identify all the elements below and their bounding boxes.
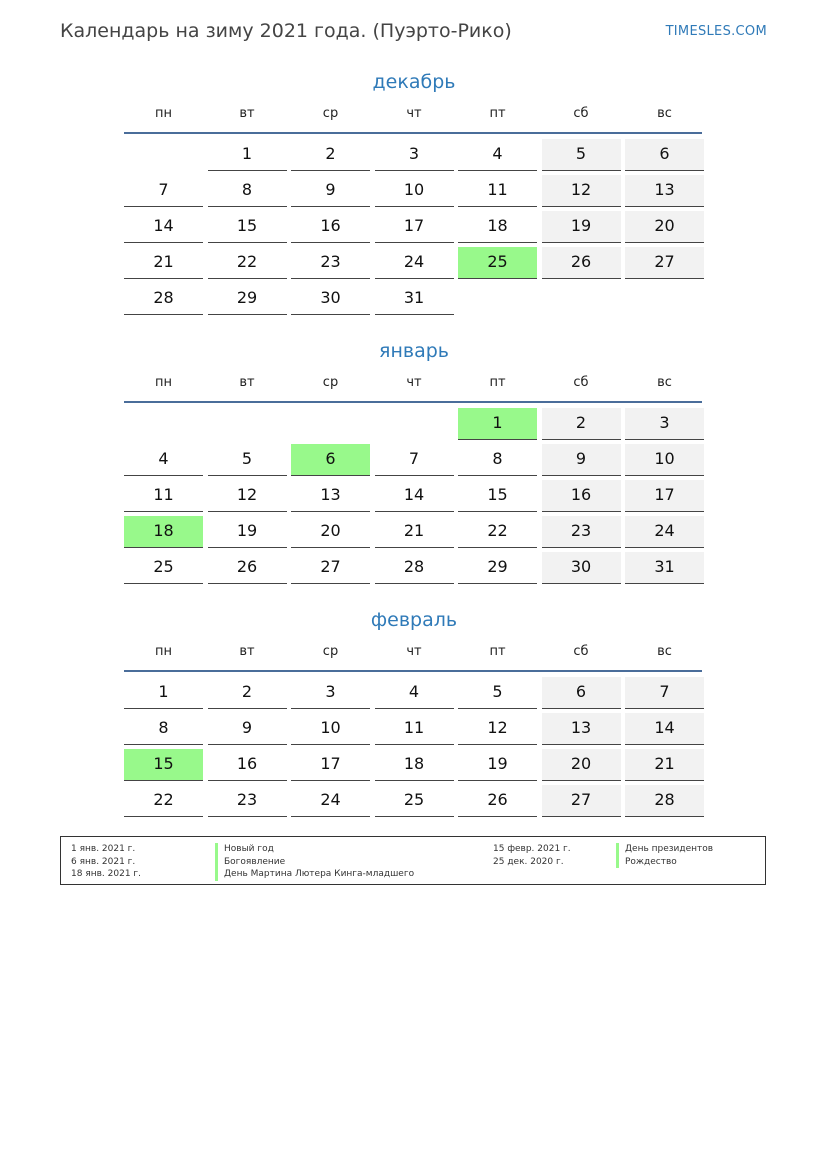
days-grid	[124, 139, 704, 319]
day-cell: 9	[542, 444, 621, 476]
day-cell: 3	[625, 408, 704, 440]
day-cell: 2	[291, 139, 370, 171]
day-cell: 30	[291, 283, 370, 315]
legend-holiday-name: Богоявление	[215, 856, 414, 869]
legend-date: 6 янв. 2021 г.	[71, 856, 136, 867]
day-cell: 31	[625, 552, 704, 584]
header-divider	[124, 670, 702, 672]
month-name: январь	[379, 340, 449, 362]
day-cell: 27	[291, 552, 370, 584]
day-cell: 20	[542, 749, 621, 781]
day-cell: 5	[542, 139, 621, 171]
day-cell: 28	[625, 785, 704, 817]
day-cell: 17	[375, 211, 454, 243]
legend-holiday-name: День Мартина Лютера Кинга-младшего	[215, 868, 414, 881]
day-cell: 9	[291, 175, 370, 207]
site-link[interactable]: TIMESLES.COM	[665, 24, 767, 39]
day-cell: 3	[291, 677, 370, 709]
weekday-header	[124, 373, 704, 393]
day-cell: 24	[625, 516, 704, 548]
day-cell: 21	[625, 749, 704, 781]
weekday-label: ср	[322, 375, 339, 390]
day-cell: 8	[458, 444, 537, 476]
day-cell: 6	[542, 677, 621, 709]
day-cell: 19	[458, 749, 537, 781]
day-cell: 6	[625, 139, 704, 171]
weekday-label: сб	[573, 106, 589, 121]
day-cell: 27	[542, 785, 621, 817]
day-cell: 25	[375, 785, 454, 817]
day-cell: 26	[542, 247, 621, 279]
day-cell: 23	[542, 516, 621, 548]
weekday-label: чт	[406, 375, 422, 390]
weekday-label: сб	[573, 644, 589, 659]
day-cell: 30	[542, 552, 621, 584]
weekday-label: ср	[322, 644, 339, 659]
day-cell: 23	[208, 785, 287, 817]
month-name: февраль	[370, 609, 458, 631]
day-cell: 7	[625, 677, 704, 709]
legend-date: 1 янв. 2021 г.	[71, 844, 136, 854]
weekday-label: вт	[239, 375, 255, 390]
page-header	[60, 18, 767, 48]
day-cell: 22	[458, 516, 537, 548]
day-cell: 3	[375, 139, 454, 171]
day-cell: 1	[208, 139, 287, 171]
weekday-label: вс	[657, 644, 672, 659]
day-cell: 20	[291, 516, 370, 548]
day-cell: 14	[625, 713, 704, 745]
legend-left-names	[215, 843, 414, 881]
weekday-label: ср	[322, 106, 339, 121]
day-cell: 5	[208, 444, 287, 476]
header-divider	[124, 132, 702, 134]
legend-date: 25 дек. 2020 г.	[493, 856, 564, 867]
day-cell: 13	[625, 175, 704, 207]
weekday-label: чт	[406, 644, 422, 659]
weekday-label: сб	[573, 375, 589, 390]
legend-right-dates	[493, 843, 571, 868]
weekday-label: пн	[155, 644, 172, 659]
legend-holiday-name: Новый год	[215, 843, 414, 856]
day-cell: 10	[375, 175, 454, 207]
month-name: декабрь	[372, 71, 456, 93]
day-cell: 13	[291, 480, 370, 512]
day-cell: 2	[542, 408, 621, 440]
day-cell: 21	[124, 247, 203, 279]
day-cell: 5	[458, 677, 537, 709]
empty-day-cell	[625, 283, 704, 315]
empty-day-cell	[291, 408, 370, 440]
weekday-label: пт	[489, 106, 506, 121]
legend-date: 18 янв. 2021 г.	[71, 869, 141, 879]
day-cell: 28	[124, 283, 203, 315]
weekday-label: пн	[155, 106, 172, 121]
month-january	[124, 337, 704, 588]
day-cell: 12	[542, 175, 621, 207]
empty-day-cell	[208, 408, 287, 440]
day-cell: 4	[458, 139, 537, 171]
day-cell: 25	[124, 552, 203, 584]
weekday-label: вт	[239, 644, 255, 659]
day-cell: 21	[375, 516, 454, 548]
holiday-legend	[60, 836, 766, 885]
day-cell: 28	[375, 552, 454, 584]
empty-day-cell	[458, 283, 537, 315]
day-cell: 16	[542, 480, 621, 512]
day-cell: 12	[458, 713, 537, 745]
header-divider	[124, 401, 702, 403]
day-cell: 15	[208, 211, 287, 243]
day-cell: 7	[375, 444, 454, 476]
legend-holiday-name: Рождество	[616, 856, 713, 869]
month-february	[124, 606, 704, 821]
day-cell: 22	[208, 247, 287, 279]
weekday-label: вт	[239, 106, 255, 121]
day-cell: 4	[124, 444, 203, 476]
day-cell: 12	[208, 480, 287, 512]
day-cell: 14	[375, 480, 454, 512]
day-cell: 16	[208, 749, 287, 781]
day-cell: 24	[291, 785, 370, 817]
day-cell: 29	[208, 283, 287, 315]
holiday-day-cell: 15	[124, 749, 203, 781]
legend-left-dates	[71, 843, 141, 881]
day-cell: 11	[375, 713, 454, 745]
empty-day-cell	[124, 408, 203, 440]
day-cell: 24	[375, 247, 454, 279]
day-cell: 17	[291, 749, 370, 781]
day-cell: 19	[542, 211, 621, 243]
holiday-day-cell: 1	[458, 408, 537, 440]
day-cell: 27	[625, 247, 704, 279]
day-cell: 1	[124, 677, 203, 709]
day-cell: 13	[542, 713, 621, 745]
holiday-day-cell: 25	[458, 247, 537, 279]
day-cell: 14	[124, 211, 203, 243]
day-cell: 8	[208, 175, 287, 207]
day-cell: 23	[291, 247, 370, 279]
day-cell: 10	[291, 713, 370, 745]
day-cell: 8	[124, 713, 203, 745]
page-title: Календарь на зиму 2021 года. (Пуэрто-Рико)	[60, 20, 512, 42]
day-cell: 7	[124, 175, 203, 207]
day-cell: 22	[124, 785, 203, 817]
days-grid	[124, 677, 704, 821]
weekday-label: пн	[155, 375, 172, 390]
weekday-label: пт	[489, 375, 506, 390]
holiday-day-cell: 18	[124, 516, 203, 548]
weekday-label: чт	[406, 106, 422, 121]
empty-day-cell	[375, 408, 454, 440]
day-cell: 10	[625, 444, 704, 476]
day-cell: 19	[208, 516, 287, 548]
empty-day-cell	[542, 283, 621, 315]
day-cell: 11	[458, 175, 537, 207]
day-cell: 31	[375, 283, 454, 315]
holiday-day-cell: 6	[291, 444, 370, 476]
day-cell: 15	[458, 480, 537, 512]
day-cell: 17	[625, 480, 704, 512]
day-cell: 16	[291, 211, 370, 243]
days-grid	[124, 408, 704, 588]
day-cell: 18	[458, 211, 537, 243]
day-cell: 29	[458, 552, 537, 584]
weekday-label: вс	[657, 375, 672, 390]
weekday-label: пт	[489, 644, 506, 659]
legend-right-names	[616, 843, 713, 868]
weekday-header	[124, 104, 704, 124]
day-cell: 11	[124, 480, 203, 512]
day-cell: 18	[375, 749, 454, 781]
weekday-label: вс	[657, 106, 672, 121]
month-december	[124, 68, 704, 319]
legend-holiday-name: День президентов	[616, 843, 713, 856]
day-cell: 26	[208, 552, 287, 584]
legend-date: 15 февр. 2021 г.	[493, 844, 571, 854]
day-cell: 4	[375, 677, 454, 709]
day-cell: 2	[208, 677, 287, 709]
day-cell: 20	[625, 211, 704, 243]
weekday-header	[124, 642, 704, 662]
day-cell: 9	[208, 713, 287, 745]
day-cell: 26	[458, 785, 537, 817]
empty-day-cell	[124, 139, 203, 171]
